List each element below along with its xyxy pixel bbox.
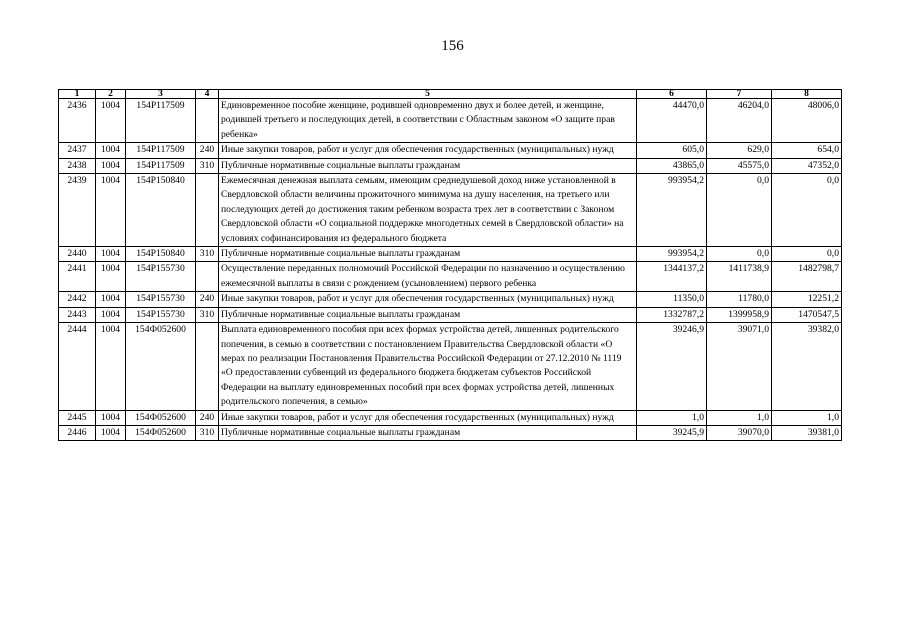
amount-col7: 629,0 [707, 143, 772, 158]
section-code: 1004 [96, 410, 126, 425]
target-code: 154Ф052600 [126, 425, 196, 440]
amount-col7: 39071,0 [707, 323, 772, 410]
target-code: 154Р117509 [126, 143, 196, 158]
amount-col6: 39246,9 [637, 323, 707, 410]
table-row [59, 143, 842, 158]
expense-type-code: 240 [196, 410, 219, 425]
amount-col7: 1411738,9 [707, 262, 772, 292]
expense-type-code: 310 [196, 158, 219, 173]
item-name: Осуществление переданных полномочий Российской Федерации по назначению и осуществлению ежемесячной выплаты в связи с рождением (усыновлением) первого ребенка [219, 262, 637, 292]
amount-col7: 1,0 [707, 410, 772, 425]
budget-table [58, 89, 842, 441]
item-name: Публичные нормативные социальные выплаты гражданам [219, 247, 637, 262]
amount-col8: 48006,0 [772, 99, 842, 143]
target-code: 154Р155730 [126, 292, 196, 307]
amount-col8: 39381,0 [772, 425, 842, 440]
amount-col8: 1470547,5 [772, 307, 842, 322]
item-name: Иные закупки товаров, работ и услуг для обеспечения государственных (муниципальных) нужд [219, 292, 637, 307]
amount-col6: 605,0 [637, 143, 707, 158]
table-header-row [59, 90, 842, 99]
amount-col7: 39070,0 [707, 425, 772, 440]
row-number: 2440 [59, 247, 96, 262]
row-number: 2439 [59, 174, 96, 247]
row-number: 2446 [59, 425, 96, 440]
expense-type-code [196, 99, 219, 143]
header-cell: 5 [219, 90, 637, 99]
item-name: Единовременное пособие женщине, родившей одновременно двух и более детей, и женщине, родившей третьего и последующих детей, в соответствии с Областным законом «О защите прав ребенка» [219, 99, 637, 143]
amount-col6: 1332787,2 [637, 307, 707, 322]
target-code: 154Р150840 [126, 247, 196, 262]
section-code: 1004 [96, 262, 126, 292]
table-row [59, 99, 842, 143]
table-row [59, 292, 842, 307]
amount-col8: 12251,2 [772, 292, 842, 307]
expense-type-code [196, 174, 219, 247]
target-code: 154Ф052600 [126, 323, 196, 410]
table-row [59, 307, 842, 322]
target-code: 154Р117509 [126, 99, 196, 143]
amount-col8: 0,0 [772, 174, 842, 247]
table-row [59, 158, 842, 173]
amount-col6: 1,0 [637, 410, 707, 425]
amount-col7: 0,0 [707, 174, 772, 247]
amount-col8: 0,0 [772, 247, 842, 262]
section-code: 1004 [96, 425, 126, 440]
expense-type-code [196, 323, 219, 410]
item-name: Иные закупки товаров, работ и услуг для обеспечения государственных (муниципальных) нужд [219, 410, 637, 425]
row-number: 2445 [59, 410, 96, 425]
table-row [59, 247, 842, 262]
expense-type-code: 310 [196, 247, 219, 262]
table-row [59, 323, 842, 410]
amount-col8: 39382,0 [772, 323, 842, 410]
section-code: 1004 [96, 143, 126, 158]
amount-col8: 47352,0 [772, 158, 842, 173]
amount-col8: 1482798,7 [772, 262, 842, 292]
item-name: Иные закупки товаров, работ и услуг для обеспечения государственных (муниципальных) нужд [219, 143, 637, 158]
amount-col8: 1,0 [772, 410, 842, 425]
header-cell: 6 [637, 90, 707, 99]
row-number: 2441 [59, 262, 96, 292]
header-cell: 7 [707, 90, 772, 99]
target-code: 154Р155730 [126, 307, 196, 322]
amount-col7: 1399958,9 [707, 307, 772, 322]
item-name: Ежемесячная денежная выплата семьям, имеющим среднедушевой доход ниже установленной в Свердловской области величины прожиточного минимума на душу населения, на третьего или последующих детей до достижения таким ребенком возраста трех лет в соответствии с Законом Свердловской области «О социальной поддержке многодетных семей в Свердловской области» на условиях софинансирования из федерального бюджета [219, 174, 637, 247]
section-code: 1004 [96, 99, 126, 143]
page-number: 156 [441, 38, 464, 54]
target-code: 154Р155730 [126, 262, 196, 292]
amount-col6: 43865,0 [637, 158, 707, 173]
table-row [59, 425, 842, 440]
section-code: 1004 [96, 158, 126, 173]
amount-col6: 993954,2 [637, 174, 707, 247]
row-number: 2437 [59, 143, 96, 158]
amount-col7: 11780,0 [707, 292, 772, 307]
header-cell: 3 [126, 90, 196, 99]
amount-col7: 45575,0 [707, 158, 772, 173]
row-number: 2444 [59, 323, 96, 410]
amount-col7: 46204,0 [707, 99, 772, 143]
item-name: Публичные нормативные социальные выплаты гражданам [219, 158, 637, 173]
section-code: 1004 [96, 174, 126, 247]
expense-type-code: 240 [196, 143, 219, 158]
target-code: 154Ф052600 [126, 410, 196, 425]
amount-col6: 11350,0 [637, 292, 707, 307]
section-code: 1004 [96, 247, 126, 262]
target-code: 154Р117509 [126, 158, 196, 173]
section-code: 1004 [96, 307, 126, 322]
item-name: Публичные нормативные социальные выплаты гражданам [219, 425, 637, 440]
section-code: 1004 [96, 292, 126, 307]
header-cell: 8 [772, 90, 842, 99]
table-row [59, 262, 842, 292]
amount-col6: 39245,9 [637, 425, 707, 440]
header-cell: 4 [196, 90, 219, 99]
amount-col6: 44470,0 [637, 99, 707, 143]
amount-col6: 1344137,2 [637, 262, 707, 292]
table-row [59, 410, 842, 425]
header-cell: 1 [59, 90, 96, 99]
expense-type-code: 240 [196, 292, 219, 307]
expense-type-code [196, 262, 219, 292]
expense-type-code: 310 [196, 425, 219, 440]
expense-type-code: 310 [196, 307, 219, 322]
row-number: 2438 [59, 158, 96, 173]
table-row [59, 174, 842, 247]
row-number: 2436 [59, 99, 96, 143]
amount-col6: 993954,2 [637, 247, 707, 262]
amount-col8: 654,0 [772, 143, 842, 158]
amount-col7: 0,0 [707, 247, 772, 262]
row-number: 2443 [59, 307, 96, 322]
row-number: 2442 [59, 292, 96, 307]
header-cell: 2 [96, 90, 126, 99]
item-name: Публичные нормативные социальные выплаты гражданам [219, 307, 637, 322]
section-code: 1004 [96, 323, 126, 410]
item-name: Выплата единовременного пособия при всех формах устройства детей, лишенных родительского попечения, в семью в соответствии с постановлением Правительства Свердловской области «О мерах по реализации Постановления Правительства Российской Федерации от 27.12.2010 № 1119 «О предоставлении субвенций из федерального бюджета бюджетам субъектов Российской Федерации на выплату единовременных пособий при всех формах устройства детей, лишенных родительского попечения, в семью» [219, 323, 637, 410]
target-code: 154Р150840 [126, 174, 196, 247]
